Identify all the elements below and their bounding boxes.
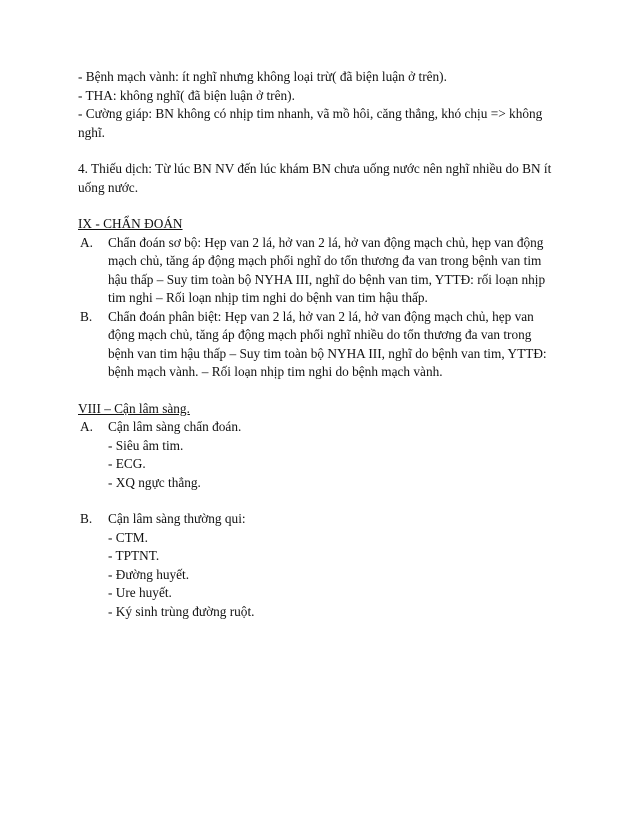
test-item: - Siêu âm tim. — [108, 437, 184, 453]
test-item: - CTM. — [108, 529, 148, 545]
paraclinical-list-b — [78, 510, 568, 621]
list-item-preliminary-diagnosis — [78, 234, 568, 308]
test-item: - Ure huyết. — [108, 585, 172, 600]
section-heading-paraclinical: VIII – Cận lâm sàng. — [78, 400, 190, 416]
list-label: A. — [80, 419, 93, 434]
spacer — [78, 492, 568, 510]
list-item-line: động mạch chủ, tăng áp động mạch phổi nghĩ nhiều do tổn thương đa van trong — [108, 327, 532, 342]
list-item-line: tim nghi – Rối loạn nhịp tim nghi do bệnh van tim hậu thấp. — [108, 290, 428, 305]
text-line-hyperthyroid: - Cường giáp: BN không có nhịp tim nhanh, vã mồ hôi, căng thẳng, khó chịu => không — [78, 106, 543, 121]
list-item-line: hậu thấp – Suy tim toàn bộ NYHA III, nghĩ do bệnh van tim, YTTĐ: rối loạn nhịp — [108, 271, 546, 287]
list-item-line: bệnh van tim hậu thấp – Suy tim toàn bộ NYHA III, nghĩ do bệnh van tim, YTTĐ: — [108, 345, 547, 361]
spacer — [78, 197, 568, 215]
section-heading-diagnosis: IX - CHẨN ĐOÁN — [78, 216, 183, 231]
test-item: - ECG. — [108, 456, 146, 471]
test-item: - TPTNT. — [108, 548, 160, 563]
text-line-dehydration-cont: uống nước. — [78, 179, 139, 195]
diagnosis-list — [78, 234, 568, 382]
list-item-title: Cận lâm sàng thường qui: — [108, 511, 246, 526]
list-item-line: Chẩn đoán sơ bộ: Hẹp van 2 lá, hở van 2 lá, hở van động mạch chủ, hẹp van động — [108, 234, 544, 250]
list-label: A. — [80, 234, 93, 250]
list-item-differential-diagnosis — [78, 308, 568, 382]
test-item: - XQ ngực thẳng. — [108, 474, 201, 490]
paraclinical-list-a — [78, 418, 568, 492]
text-line-hypertension: - THA: không nghĩ( đã biện luận ở trên). — [78, 87, 295, 103]
list-item-line: mạch chủ, tăng áp động mạch phổi nghĩ do tổn thương đa van trong bệnh van tim — [108, 253, 542, 268]
list-item-line: bệnh mạch vành. – Rối loạn nhịp tim nghi do bệnh mạch vành. — [108, 364, 443, 379]
text-line-hyperthyroid-cont: nghĩ. — [78, 124, 105, 140]
list-label: B. — [80, 308, 93, 324]
spacer — [78, 382, 568, 400]
text-line-dehydration: 4. Thiếu dịch: Từ lúc BN NV đến lúc khám BN chưa uống nước nên nghĩ nhiều do BN ít — [78, 161, 552, 176]
spacer — [78, 142, 568, 160]
list-label: B. — [80, 511, 93, 526]
test-item: - Ký sinh trùng đường ruột. — [108, 603, 255, 619]
list-item-line: Chẩn đoán phân biệt: Hẹp van 2 lá, hở van 2 lá, hở van động mạch chủ, hẹp van — [108, 308, 534, 324]
test-item: - Đường huyết. — [108, 566, 190, 582]
list-item-diagnostic-tests — [78, 418, 568, 492]
list-item-routine-tests — [78, 510, 568, 621]
list-item-title: Cận lâm sàng chẩn đoán. — [108, 419, 242, 434]
text-line-coronary: - Bệnh mạch vành: ít nghĩ nhưng không loại trừ( đã biện luận ở trên). — [78, 69, 447, 84]
document-page — [78, 68, 568, 621]
